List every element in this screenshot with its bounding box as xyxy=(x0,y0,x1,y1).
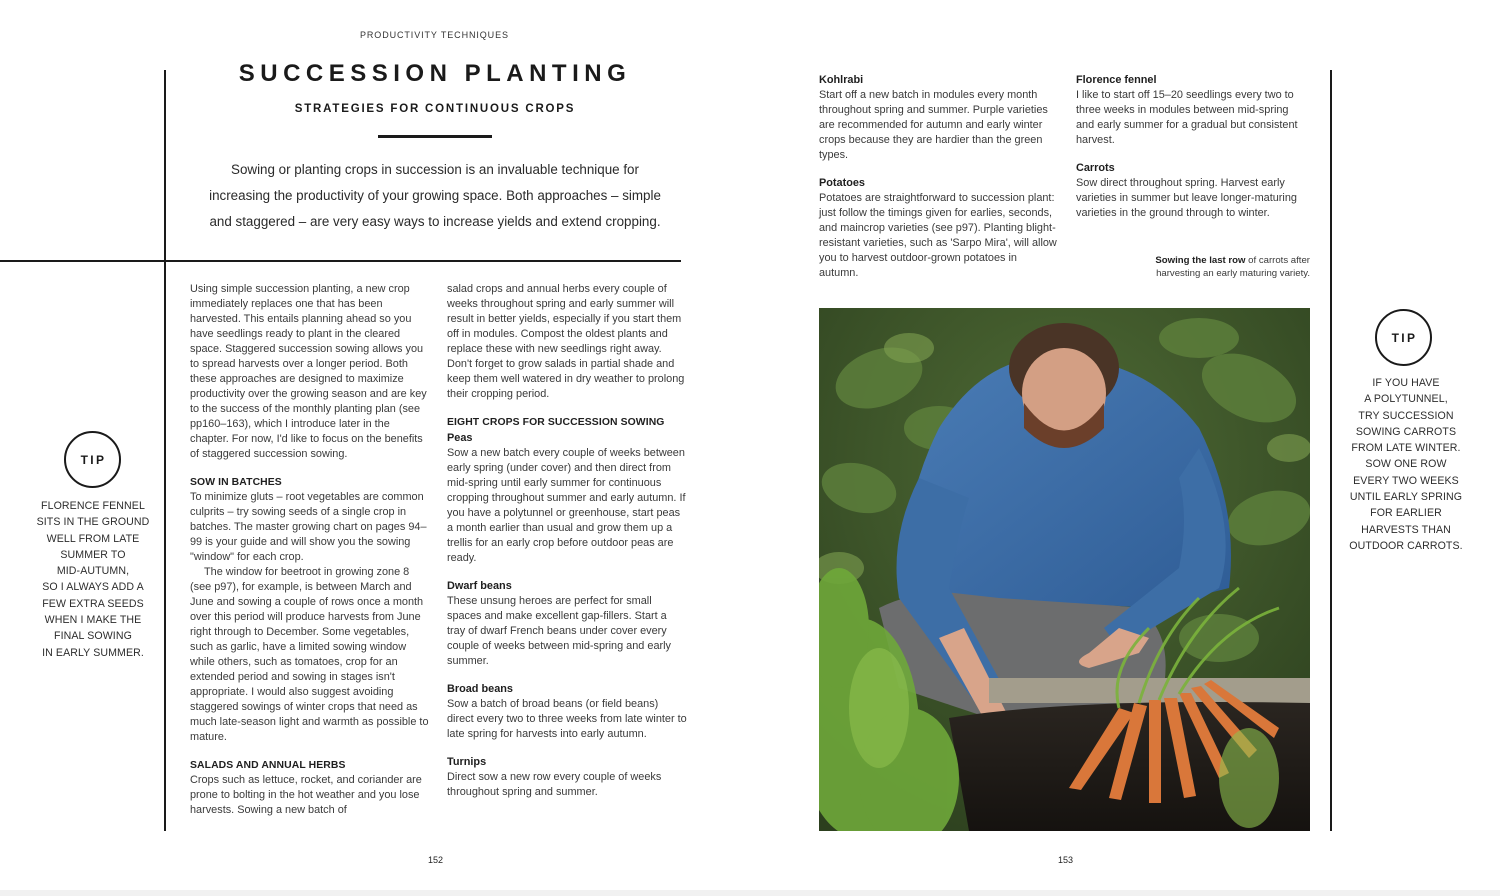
tip-badge-right xyxy=(1375,309,1432,366)
tip-text-right: IF YOU HAVE A POLYTUNNEL, TRY SUCCESSION SOWING CARROTS FROM LATE WINTER. SOW ONE ROW EVERY TWO WEEKS UNTIL EARLY SPRING FOR EARLIER HARVESTS THAN OUTDOOR CARROTS. xyxy=(1349,377,1463,552)
right-vertical-rule xyxy=(1330,70,1332,831)
section-heading-eight-crops: EIGHT CROPS FOR SUCCESSION SOWING xyxy=(447,417,665,428)
tip-text-left: FLORENCE FENNEL SITS IN THE GROUND WELL FROM LATE SUMMER TO MID-AUTUMN, SO I ALWAYS ADD A FEW EXTRA SEEDS WHEN I MAKE THE FINAL SOWING IN EARLY SUMMER. xyxy=(36,500,150,659)
body-paragraph: salad crops and annual herbs every couple of weeks throughout spring and early summer will result in better yields, especially if you start them off in modules. Compost the oldest plants and replace these with new seedlings right away. Don't forget to grow salads in partial shade and keep them well watered in dry weather to prolong their cropping period. xyxy=(447,283,685,400)
section-heading-sow-in-batches: SOW IN BATCHES xyxy=(190,477,282,488)
photo-caption xyxy=(1110,255,1310,280)
crop-text: Sow a new batch every couple of weeks between early spring (under cover) and then direct from mid-spring until early summer for continuous cropping throughout summer and early autumn. If you have a polytunnel or greenhouse, start peas a month earlier than usual and grow them up a trellis for an early crop before outdoor peas are ready. xyxy=(447,447,686,564)
crop-text: Potatoes are straightforward to succession plant: just follow the timings given for earlies, seconds, and maincrop varieties (see p97). Planting blight-resistant varieties, such as 'Sarpo Mira', will allow you to harvest outdoor-grown potatoes in autumn. xyxy=(819,192,1057,279)
running-head: PRODUCTIVITY TECHNIQUES xyxy=(360,30,509,40)
crop-heading: Peas xyxy=(447,432,473,444)
right-column-1 xyxy=(819,73,1057,281)
body-paragraph: Crops such as lettuce, rocket, and coriander are prone to bolting in the hot weather and you lose harvests. Sowing a new batch of xyxy=(190,774,422,816)
intro-paragraph: Sowing or planting crops in succession is an invaluable technique for increasing the productivity of your growing space. Both approaches – simple and staggered – are very easy ways to increase yields and extend cropping. xyxy=(209,162,661,229)
body-paragraph: To minimize gluts – root vegetables are common culprits – try sowing seeds of a single crop in batches. The master growing chart on pages 94–99 is your guide and will show you the sowing "window" for each crop. xyxy=(190,491,427,563)
tip-label: TIP xyxy=(80,452,107,467)
crop-heading: Turnips xyxy=(447,756,487,768)
page-title: SUCCESSION PLANTING xyxy=(238,60,632,87)
body-paragraph: The window for beetroot in growing zone 8 (see p97), for example, is between March and June and sowing a couple of rows once a month over this period will produce harvests from June right through to December. Some vegetables, such as garlic, have a limited sowing window while others, such as tomatoes, crop for an extended period and sowing in stages isn't appropriate. I would also suggest avoiding staggered sowings of winter crops that need as much late-season light and warmth as possible to mature. xyxy=(190,566,429,743)
crop-text: Direct sow a new row every couple of weeks throughout spring and summer. xyxy=(447,771,662,798)
crop-text: These unsung heroes are perfect for small spaces and make excellent gap-fillers. Start a tray of dwarf French beans under cover every couple of weeks between mid-spring and early summer. xyxy=(447,595,671,667)
crop-heading: Dwarf beans xyxy=(447,580,512,592)
crop-heading: Potatoes xyxy=(819,177,865,189)
tip-label: TIP xyxy=(1391,330,1418,345)
section-heading-salads: SALADS AND ANNUAL HERBS xyxy=(190,760,346,771)
left-vertical-rule xyxy=(164,70,166,831)
left-column-2 xyxy=(447,282,687,800)
crop-text: Sow a batch of broad beans (or field beans) direct every two to three weeks from late winter to late spring for harvests into early autumn. xyxy=(447,698,687,740)
caption-text: of carrots after harvesting an early maturing variety. xyxy=(1156,255,1310,279)
crop-text: I like to start off 15–20 seedlings every two to three weeks in modules between mid-spring and early summer for a gradual but consistent harvest. xyxy=(1076,89,1298,146)
title-underline xyxy=(378,135,492,138)
tip-badge-left xyxy=(64,431,121,488)
crop-text: Sow direct throughout spring. Harvest early varieties in summer but leave longer-maturing varieties in the ground through to winter. xyxy=(1076,177,1297,219)
left-column-1 xyxy=(190,282,430,818)
page-number-left: 152 xyxy=(428,855,444,865)
body-paragraph: Using simple succession planting, a new crop immediately replaces one that has been harvested. This entails planning ahead so you have seedlings ready to plant in the cleared space. Staggered succession sowing allows you to spread harvests over a longer period. Both these approaches are designed to maximize productivity over the growing season and are key to the success of the monthly planting plan (see pp160–163), which I introduce later in the chapter. For now, I'd like to focus on the benefits of staggered succession sowing. xyxy=(190,283,427,460)
crop-heading: Florence fennel xyxy=(1076,74,1157,86)
page-bottom-edge xyxy=(0,890,1500,896)
crop-text: Start off a new batch in modules every month throughout spring and summer. Purple varieties are recommended for autumn and early winter crops because they are hardier than the green types. xyxy=(819,89,1048,161)
caption-lead: Sowing the last row xyxy=(1155,255,1246,266)
page-number-right: 153 xyxy=(1058,855,1074,865)
header-horizontal-rule xyxy=(0,260,681,262)
right-column-2 xyxy=(1076,73,1308,221)
page-subtitle: STRATEGIES FOR CONTINUOUS CROPS xyxy=(294,103,576,115)
crop-heading: Broad beans xyxy=(447,683,513,695)
crop-heading: Kohlrabi xyxy=(819,74,864,86)
gardener-photo xyxy=(819,308,1310,831)
crop-heading: Carrots xyxy=(1076,162,1115,174)
